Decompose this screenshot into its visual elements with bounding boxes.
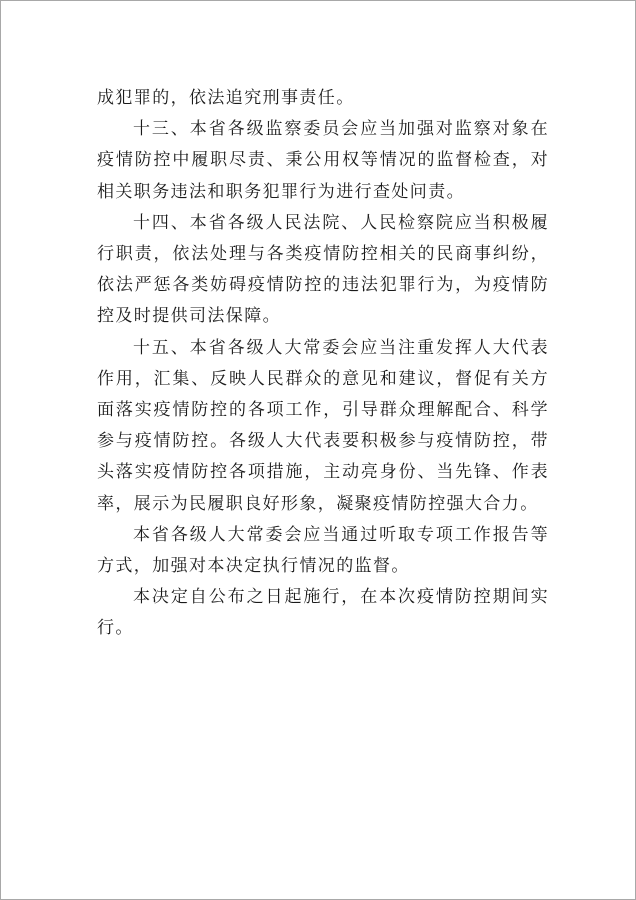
paragraph-continuation: 成犯罪的，依法追究刑事责任。 <box>97 88 355 108</box>
paragraph-article-15: 十五、本省各级人大常委会应当注重发挥人大代表作用，汇集、反映人民群众的意见和建议，督促有关方面落实疫情防控的各项工作，引导群众理解配合、科学参与疫情防控。各级人大代表要积极参与疫情防控，带头落实疫情防控各项措施，主动亮身份、当先锋、作表率，展示为民履职良好形象，凝聚疫情防控强大合力。 <box>97 337 549 514</box>
paragraph-article-13: 十三、本省各级监察委员会应当加强对监察对象在疫情防控中履职尽责、秉公用权等情况的监督检查，对相关职务违法和职务犯罪行为进行查处问责。 <box>97 119 549 202</box>
document-body <box>97 83 549 645</box>
paragraph-article-14: 十四、本省各级人民法院、人民检察院应当积极履行职责，依法处理与各类疫情防控相关的民商事纠纷，依法严惩各类妨碍疫情防控的违法犯罪行为，为疫情防控及时提供司法保障。 <box>97 212 549 327</box>
paragraph-supervision: 本省各级人大常委会应当通过听取专项工作报告等方式，加强对本决定执行情况的监督。 <box>97 524 549 577</box>
paragraph-effective-date: 本决定自公布之日起施行，在本次疫情防控期间实行。 <box>97 587 549 639</box>
